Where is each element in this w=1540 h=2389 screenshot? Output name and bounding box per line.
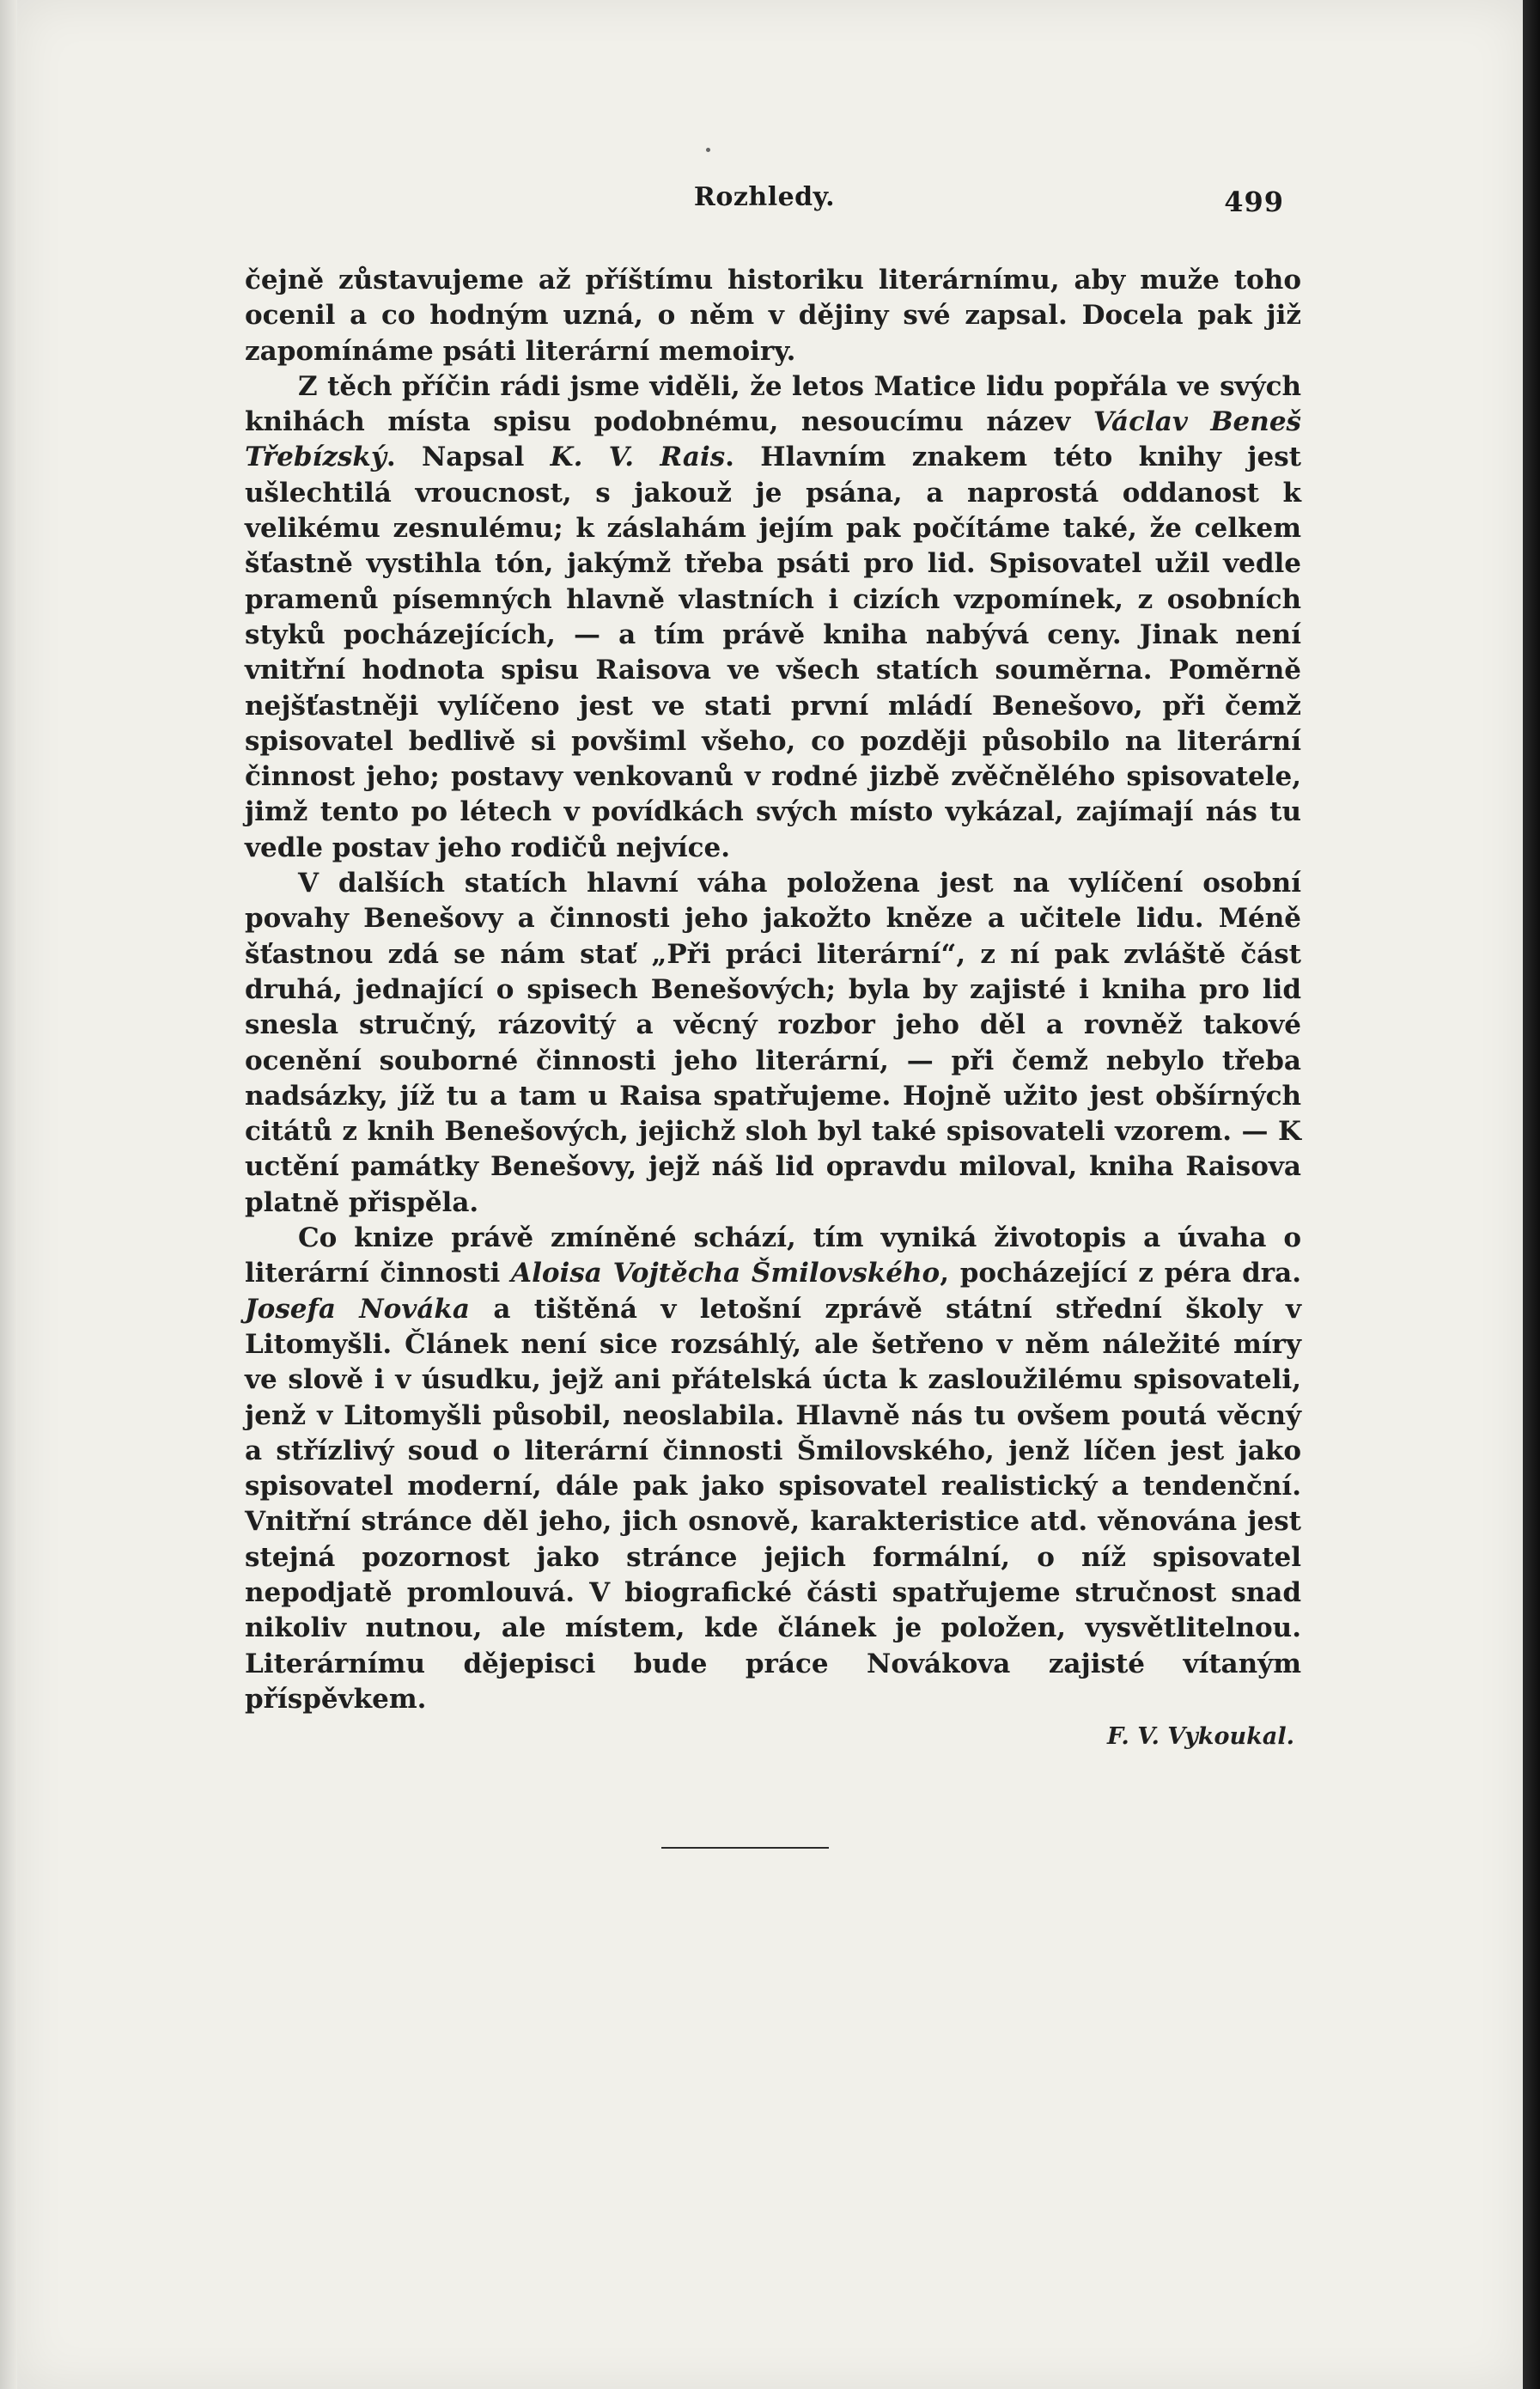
page-number: 499 [1224, 186, 1284, 218]
italic-name: K. V. Rais [550, 442, 726, 473]
text-run: , pocházející z péra dra. [940, 1258, 1301, 1289]
text-run: a tištěná v letošní zprávě státní střední školy v Litomyšli. Článek není sice rozsáhlý, ale šetřeno v něm náležité míry ve slově i v úsudku, jejž ani přátelská úcta k zasloužilému spisovateli, jenž v Litomyšli působil, neoslabila. Hlavně nás tu ovšem poutá věcný a střízlivý soud o literární činnosti Šmilovského, jenž líčen jest jako spisovatel moderní, dále pak jako spisovatel realistický a tendenční. Vnitřní stránce děl jeho, jich osnově, karakteristice atd. věnována jest stejná pozornost jako stránce jejich formální, o níž spisovatel nepodjatě promlouvá. V biografické části spatřujeme stručnost snad nikoliv nutnou, ale místem, kde článek je položen, vysvětlitelnou. Literárnímu dějepisci bude práce Novákova zajisté vítaným příspěvkem. [245, 1293, 1301, 1715]
italic-name: Aloisa Vojtěcha Šmilovského [511, 1258, 940, 1289]
print-speck [706, 148, 710, 152]
text-run: . Napsal [386, 442, 551, 473]
text-run: Z těch příčin rádi jsme viděli, že letos Matice lidu popřála ve svých knihách místa spisu podobnému, nesoucímu název [245, 370, 1301, 438]
article-body [245, 263, 1301, 1754]
page-header [245, 182, 1284, 225]
text-run: . Hlavním znakem této knihy jest ušlechtilá vroucnost, s jakouž je psána, a naprostá oddanost k velikému zesnulému; k záslahám jejím pak počítáme také, že celkem šťastně vystihla tón, jakýmž třeba psáti pro lid. Spisovatel užil vedle pramenů písemných hlavně vlastních i cizích vzpomínek, z osobních styků pocházejících, — a tím právě kniha nabývá ceny. Jinak není vnitřní hodnota spisu Raisova ve všech statích souměrna. Poměrně nejšťastněji vylíčeno jest ve stati první mládí Benešovo, při čemž spisovatel bedlivě si povšiml všeho, co později působilo na literární činnost jeho; postavy venkovanů v rodné jizbě zvěčnělého spisovatele, jimž tento po létech v povídkách svých místo vykázal, zajímají nás tu vedle postav jeho rodičů nejvíce. [245, 442, 1301, 863]
text-run: Co knize právě zmíněné schází, tím vyniká životopis a úvaha o literární činnosti [245, 1222, 1301, 1289]
italic-name: Václav Beneš Třebízský [245, 406, 1301, 473]
text-run: čejně zůstavujeme až příštímu historiku literárnímu, aby muže toho ocenil a co hodným uzná, o něm v dějiny své zapsal. Docela pak již zapomínáme psáti literární memoiry. [245, 265, 1301, 367]
page-right-edge [1523, 0, 1540, 2389]
paragraph [245, 866, 1301, 1221]
section-divider [661, 1847, 829, 1849]
running-head: Rozhledy. [693, 182, 836, 212]
text-run: V dalších statích hlavní váha položena jest na vylíčení osobní povahy Benešovy a činnosti jeho jakožto kněze a učitele lidu. Méně šťastnou zdá se nám stať „Při práci literární“, z ní pak zvláště část druhá, jednající o spisech Benešových; byla by zajisté i kniha pro lid snesla stručný, rázovitý a věcný rozbor jeho děl a rovněž takové ocenění souborné činnosti jeho literární, — při čemž nebylo třeba nadsázky, jíž tu a tam u Raisa spatřujeme. Hojně užito jest obšírných citátů z knih Benešových, jejichž sloh byl také spisovateli vzorem. — K uctění památky Benešovy, jejž náš lid opravdu miloval, kniha Raisova platně přispěla. [245, 868, 1301, 1218]
italic-name: Josefa Nováka [245, 1293, 470, 1325]
author-signature: F. V. Vykoukal. [1106, 1723, 1294, 1751]
paragraph [245, 1221, 1301, 1717]
paragraph [245, 369, 1301, 866]
paragraph [245, 263, 1301, 369]
page-left-edge [0, 0, 17, 2389]
